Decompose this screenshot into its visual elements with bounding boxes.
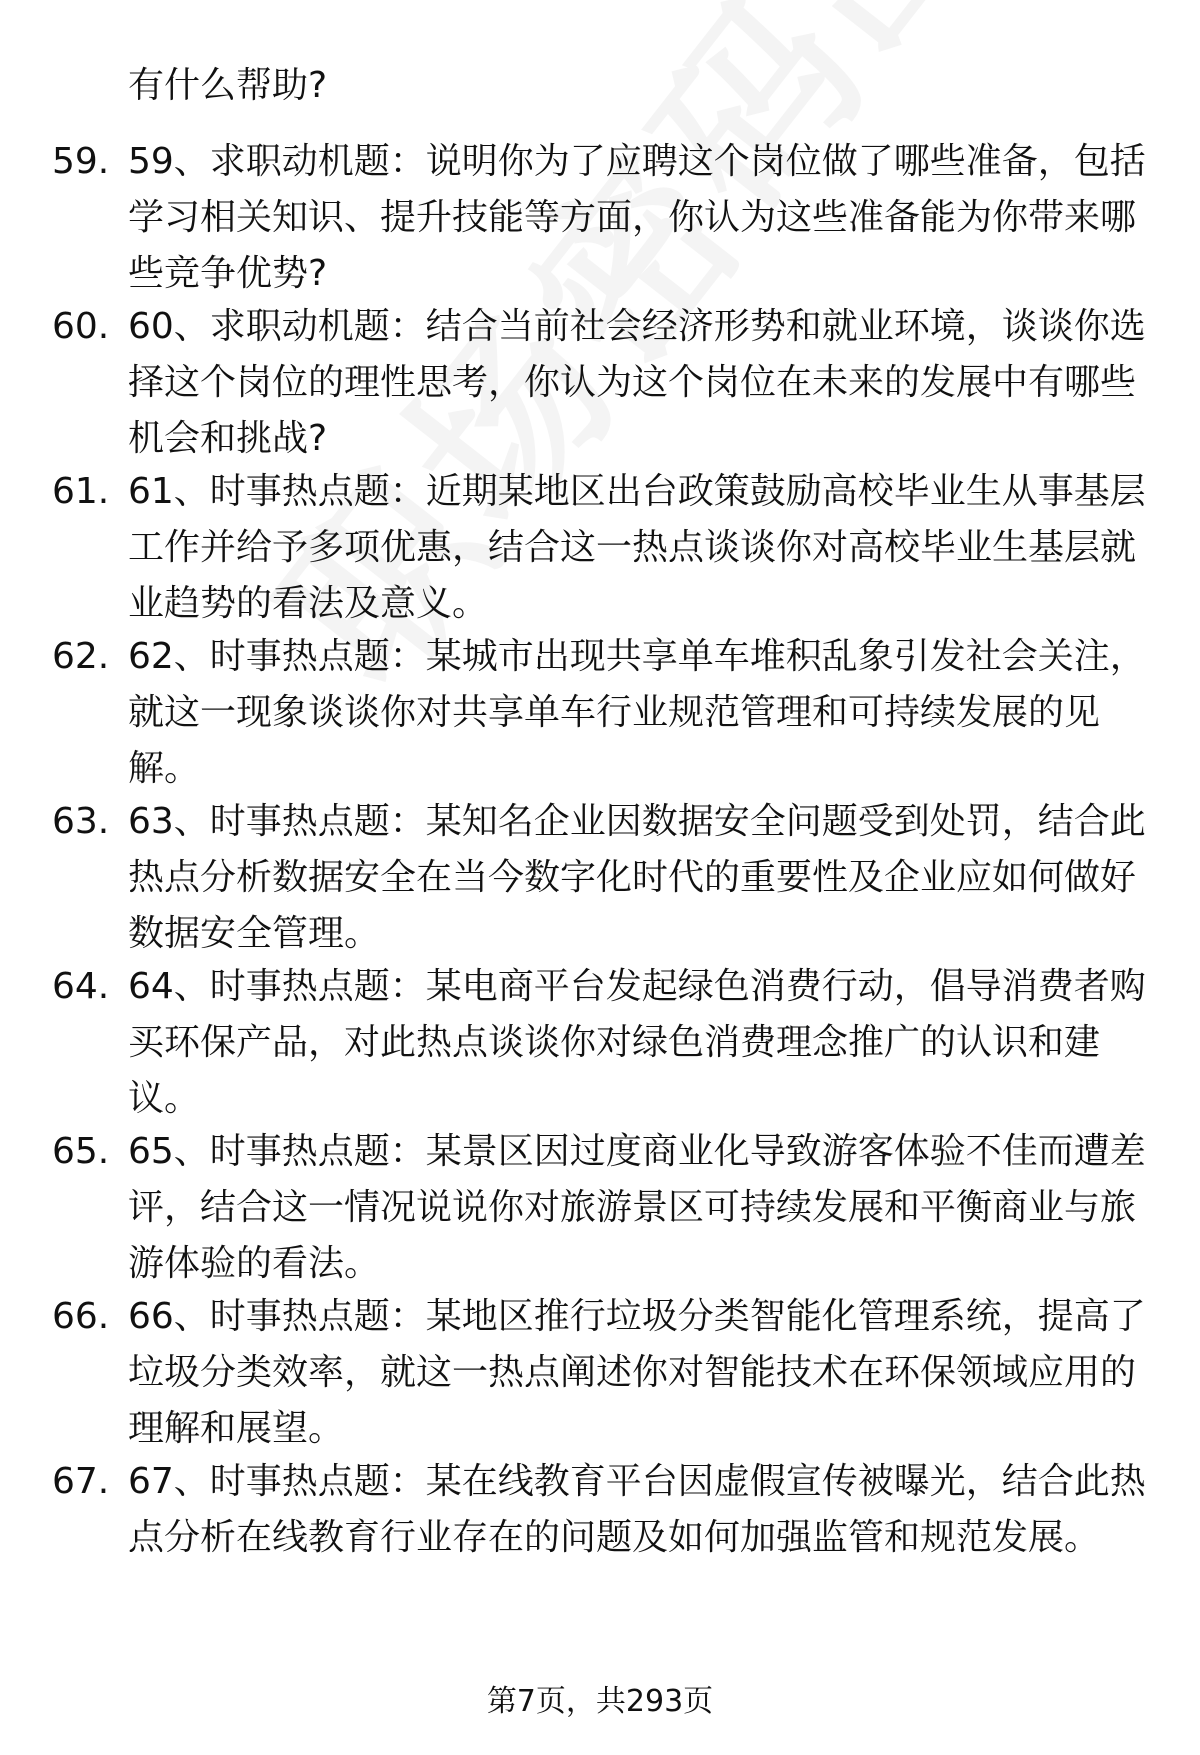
item-text: 67、时事热点题：某在线教育平台因虚假宣传被曝光，结合此热 点分析在线教育行业存在的问题及如何加强监管和规范发展。: [128, 1461, 1146, 1558]
item-text: 60、求职动机题：结合当前社会经济形势和就业环境，谈谈你选 择这个岗位的理性思考，你认为这个岗位在未来的发展中有哪些 机会和挑战?: [128, 306, 1146, 459]
item-number: 61.: [52, 471, 110, 512]
continued-text: 有什么帮助?: [128, 65, 328, 106]
item-number: 59.: [52, 141, 110, 182]
item-text: 64、时事热点题：某电商平台发起绿色消费行动，倡导消费者购 买环保产品，对此热点谈谈你对绿色消费理念推广的认识和建 议。: [128, 966, 1146, 1119]
item-text: 65、时事热点题：某景区因过度商业化导致游客体验不佳而遭差 评，结合这一情况说说你对旅游景区可持续发展和平衡商业与旅 游体验的看法。: [128, 1131, 1146, 1284]
item-text: 59、求职动机题：说明你为了应聘这个岗位做了哪些准备，包括 学习相关知识、提升技能等方面，你认为这些准备能为你带来哪 些竞争优势?: [128, 141, 1146, 294]
item-number: 60.: [52, 306, 110, 347]
item-text: 62、时事热点题：某城市出现共享单车堆积乱象引发社会关注， 就这一现象谈谈你对共享单车行业规范管理和可持续发展的见 解。: [128, 636, 1146, 789]
item-number: 64.: [52, 966, 110, 1007]
item-number: 66.: [52, 1296, 110, 1337]
item-number: 62.: [52, 636, 110, 677]
item-text: 63、时事热点题：某知名企业因数据安全问题受到处罚，结合此 热点分析数据安全在当今数字化时代的重要性及企业应如何做好 数据安全管理。: [128, 801, 1146, 954]
item-number: 63.: [52, 801, 110, 842]
item-text: 66、时事热点题：某地区推行垃圾分类智能化管理系统，提高了 垃圾分类效率，就这一热点阐述你对智能技术在环保领域应用的 理解和展望。: [128, 1296, 1146, 1449]
page-footer: 第7页，共293页: [486, 1684, 714, 1719]
item-number: 67.: [52, 1461, 110, 1502]
item-text: 61、时事热点题：近期某地区出台政策鼓励高校毕业生从事基层 工作并给予多项优惠，结合这一热点谈谈你对高校毕业生基层就 业趋势的看法及意义。: [128, 471, 1146, 624]
item-number: 65.: [52, 1131, 110, 1172]
